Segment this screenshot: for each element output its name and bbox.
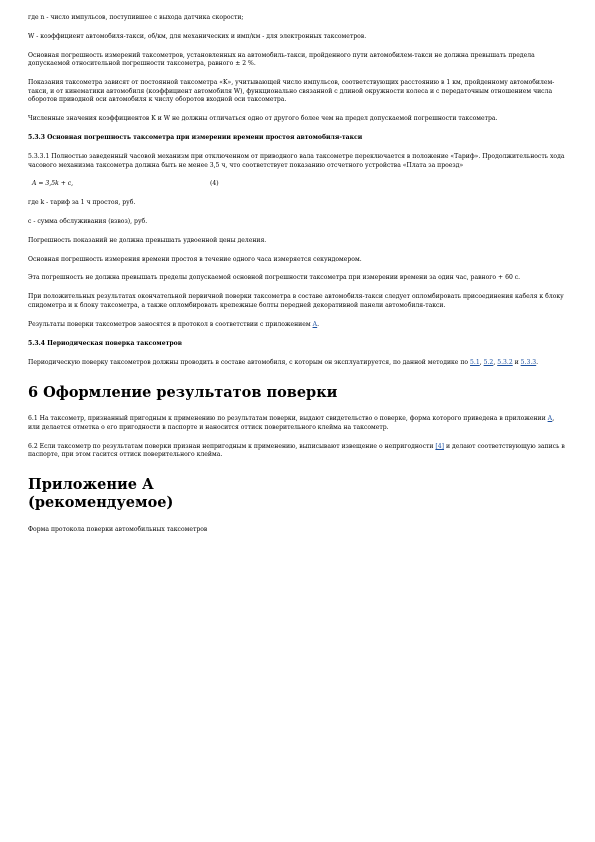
section-heading-5-3-4: 5.3.4 Периодическая поверка таксометров (28, 339, 182, 347)
paragraph-periodic-check: Периодическую поверку таксометров должны проводить в составе автомобиля, с которым он эксплуатируется, по данной методике по 5.1, 5.2, 5.3.2 и 5.3.3. (28, 358, 539, 366)
link-5-2[interactable]: 5.2 (483, 358, 494, 366)
formula-number: (4) (210, 180, 219, 188)
section-heading-5-3-3: 5.3.3 Основная погрешность таксометра при измерении времени простоя автомобиля-такси (28, 134, 363, 142)
paragraph-protocol-form: Форма протокола поверки автомобильных таксометров (28, 525, 208, 533)
paragraph-6-2: 6.2 Если таксометр по результатам поверки признан непригодным к применению, выписывают извещение о непригодности [4] и делают соответствующую запись в паспорте, при этом гасится оттиск поверительного клейма. (28, 442, 565, 459)
paragraph-distance-error: Основная погрешность измерений таксометров, установленных на автомобиль-такси, пройденного пути автомобилем-такси не должна превышать предела допускаемой относительной погрешности таксометра, равного ± 2 %. (28, 51, 535, 68)
paragraph-w-definition: W - коэффициент автомобиля-такси, об/км, для механических и имп/км - для электронных таксометров. (28, 32, 367, 40)
paragraph-sealing: При положительных результатах окончательной первичной поверки таксометра в составе автомобиля-такси следует опломбировать присоединения кабеля к блоку спидометра и к блоку таксометра, а также опломбировать крепежные болты передней декоративной панели автомобиля-такси. (28, 293, 564, 309)
appendix-subtitle: (рекомендуемое) (28, 493, 174, 511)
appendix-heading (28, 476, 567, 512)
paragraph-reading-error: Погрешность показаний не должна превышать удвоенной цены деления. (28, 236, 267, 244)
link-appendix-a-2[interactable]: А (547, 415, 553, 423)
appendix-title: Приложение А (28, 475, 154, 493)
paragraph-taximeter-constant: Показания таксометра зависят от постоянной таксометра «K», учитывающей число импульсов, соответствующих расстоянию в 1 км, пройденному автомобилем-такси, и от кинематики автомобиля (коэффициент автомобиля W), функционально связанной с длиной окружности колеса и с передаточным отношением числа оборотов приводной оси автомобиля к числу оборотов входной оси таксометра. (28, 79, 555, 104)
paragraph-stopwatch: Основная погрешность измерения времени простоя в течение одного часа измеряется секундомером. (28, 255, 362, 263)
paragraph-hour-error: Эта погрешность не должна превышать пределы допускаемой основной погрешности таксометра при измерении времени за один час, равного + 60 с. (28, 274, 521, 282)
formula-expression: A = 3,5k + c, (32, 180, 74, 188)
link-5-1[interactable]: 5.1 (470, 358, 480, 366)
paragraph-k-definition: где k - тариф за 1 ч простоя, руб. (28, 198, 136, 206)
paragraph-coefficients: Численные значения коэффициентов K и W не должны отличаться одно от другого более чем на предел допускаемой погрешности таксометра. (28, 115, 498, 123)
paragraph-5-3-3-1: 5.3.3.1 Полностью заведенный часовой механизм при отключенном от приводного вала таксометре переключается в положение «Тариф». Продолжительность хода часового механизма таксометра должна быть не менее 3,5 ч, что соответствует показанию отсчетного устройства «Плата за проезд» (28, 153, 565, 169)
paragraph-6-1: 6.1 На таксометр, признанный пригодным к применению по результатам поверки, выдают свидетельство о поверке, форма которого приведена в приложении А, или делается отметка о его пригодности в паспорте и наносится оттиск поверительного клейма на таксометр. (28, 415, 555, 431)
formula-4 (28, 180, 567, 189)
link-appendix-a[interactable]: А (312, 320, 318, 328)
link-5-3-3[interactable]: 5.3.3 (520, 358, 537, 366)
link-5-3-2[interactable]: 5.3.2 (497, 358, 513, 366)
paragraph-protocol: Результаты поверки таксометров заносятся в протокол в соответствии с приложением А. (28, 320, 320, 328)
paragraph-n-definition: где n - число импульсов, поступившее с выхода датчика скорости; (28, 14, 244, 21)
paragraph-c-definition: c - сумма обслуживания (взвоз), руб. (28, 217, 148, 225)
section-heading-6: 6 Оформление результатов поверки (28, 384, 338, 402)
link-reference-4[interactable]: [4] (435, 442, 445, 450)
